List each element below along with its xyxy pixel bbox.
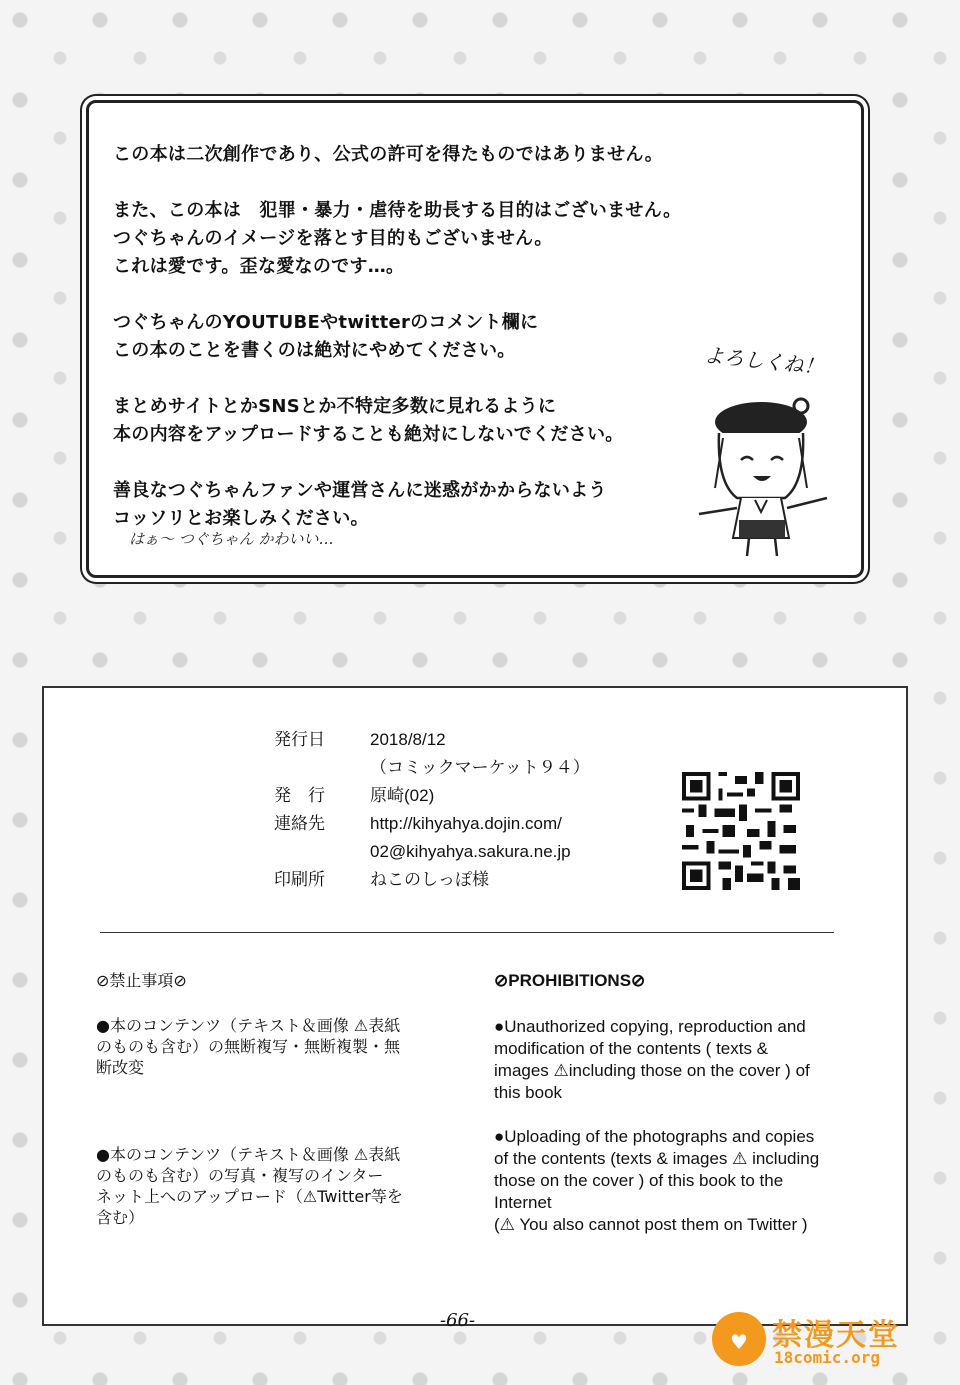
pub-value bbox=[370, 866, 489, 894]
notice-box bbox=[86, 100, 864, 578]
prohibition-jp-item-2 bbox=[96, 1144, 446, 1228]
site-watermark bbox=[712, 1310, 922, 1374]
prohibitions-jp bbox=[96, 970, 446, 1250]
prohibitions-en-heading: ⊘PROHIBITIONS⊘ bbox=[494, 971, 646, 990]
notice-text bbox=[113, 141, 733, 561]
watermark-logo-icon bbox=[712, 1312, 766, 1366]
pub-label: 印刷所 bbox=[274, 870, 325, 889]
prohibition-line: those on the cover ) of this book to the bbox=[494, 1171, 784, 1190]
prohibition-en-item-1 bbox=[494, 1016, 874, 1104]
prohibition-jp-item-1 bbox=[96, 1015, 446, 1078]
notice-line: 本の内容をアップロードすることも絶対にしないでください。 bbox=[113, 424, 624, 445]
prohibition-line: ●本のコンテンツ（テキスト＆画像 ⚠表紙 bbox=[96, 1016, 401, 1035]
prohibition-line: ●Uploading of the photographs and copies bbox=[494, 1127, 815, 1146]
prohibition-line: 断改変 bbox=[96, 1058, 145, 1077]
pub-publisher: 原崎(02) bbox=[370, 786, 435, 805]
notice-paragraph-3 bbox=[113, 309, 733, 365]
watermark-url: 18comic.org bbox=[774, 1348, 880, 1367]
prohibition-en-item-2 bbox=[494, 1126, 874, 1236]
notice-line: つぐちゃんのイメージを落とす目的もございません。 bbox=[113, 228, 553, 249]
notice-paragraph-4 bbox=[113, 393, 733, 449]
handwritten-yoroshiku: よろしくね！ bbox=[702, 342, 825, 380]
pub-value bbox=[370, 726, 590, 782]
pub-label: 発 行 bbox=[274, 786, 325, 805]
contact-email[interactable]: 02@kihyahya.sakura.ne.jp bbox=[370, 842, 571, 861]
pub-label: 発行日 bbox=[274, 730, 325, 749]
notice-paragraph-2 bbox=[113, 197, 733, 281]
notice-line: つぐちゃんのYOUTUBEやtwitterのコメント欄に bbox=[113, 312, 539, 333]
notice-line: コッソリとお楽しみください。 bbox=[113, 508, 369, 529]
prohibitions-en bbox=[494, 970, 874, 1258]
contact-url[interactable]: http://kihyahya.dojin.com/ bbox=[370, 814, 562, 833]
pub-date: 2018/8/12 bbox=[370, 730, 446, 749]
notice-line: まとめサイトとかSNSとか不特定多数に見れるように bbox=[113, 396, 557, 417]
prohibition-line: this book bbox=[494, 1083, 563, 1102]
prohibition-line: ●本のコンテンツ（テキスト＆画像 ⚠表紙 bbox=[96, 1145, 401, 1164]
prohibition-line: images ⚠including those on the cover ) of bbox=[494, 1061, 810, 1080]
pub-row-contact bbox=[274, 810, 590, 866]
heart-icon: ♥ bbox=[730, 1330, 748, 1354]
prohibition-line: Internet bbox=[494, 1193, 552, 1212]
prohibition-line: のものも含む）の無断複写・無断複製・無 bbox=[96, 1037, 401, 1056]
notice-line: 善良なつぐちゃんファンや運営さんに迷惑がかからないよう bbox=[113, 480, 607, 501]
prohibition-line: 含む） bbox=[96, 1208, 145, 1227]
notice-line: この本は二次創作であり、公式の許可を得たものではありません。 bbox=[113, 144, 664, 165]
notice-line: この本のことを書くのは絶対にやめてください。 bbox=[113, 340, 516, 361]
pub-label: 連絡先 bbox=[274, 814, 325, 833]
prohibition-line: modification of the contents ( texts & bbox=[494, 1039, 769, 1058]
prohibition-line: (⚠ You also cannot post them on Twitter ) bbox=[494, 1215, 808, 1234]
qr-code[interactable] bbox=[682, 772, 800, 890]
publication-info bbox=[274, 726, 590, 894]
page-number: -66- bbox=[440, 1310, 476, 1331]
pub-row-printer bbox=[274, 866, 590, 894]
pub-event: （コミックマーケット９４） bbox=[370, 758, 590, 777]
notice-paragraph-5 bbox=[113, 477, 733, 533]
notice-paragraph-1 bbox=[113, 141, 733, 169]
colophon-divider bbox=[100, 932, 834, 933]
pub-row-publisher bbox=[274, 782, 590, 810]
prohibition-line: of the contents (texts & images ⚠ including bbox=[494, 1149, 820, 1168]
prohibition-line: ●Unauthorized copying, reproduction and bbox=[494, 1017, 806, 1036]
pub-printer: ねこのしっぽ様 bbox=[370, 870, 489, 889]
pub-value bbox=[370, 810, 571, 866]
prohibition-line: ネット上へのアップロード（⚠Twitter等を bbox=[96, 1187, 403, 1206]
colophon-box bbox=[42, 686, 908, 1326]
notice-line: また、この本は 犯罪・暴力・虐待を助長する目的はございません。 bbox=[113, 200, 682, 221]
handwritten-note: はぁ～ つぐちゃん かわいい… bbox=[129, 530, 334, 548]
pub-value bbox=[370, 782, 434, 810]
prohibitions-jp-heading: ⊘禁止事項⊘ bbox=[96, 971, 187, 990]
watermark-title: 禁漫天堂 bbox=[772, 1318, 900, 1353]
pub-row-date bbox=[274, 726, 590, 782]
prohibition-line: のものも含む）の写真・複写のインター bbox=[96, 1166, 384, 1185]
chibi-character-illustration bbox=[689, 388, 839, 558]
notice-line: これは愛です。歪な愛なのです…。 bbox=[113, 256, 405, 277]
